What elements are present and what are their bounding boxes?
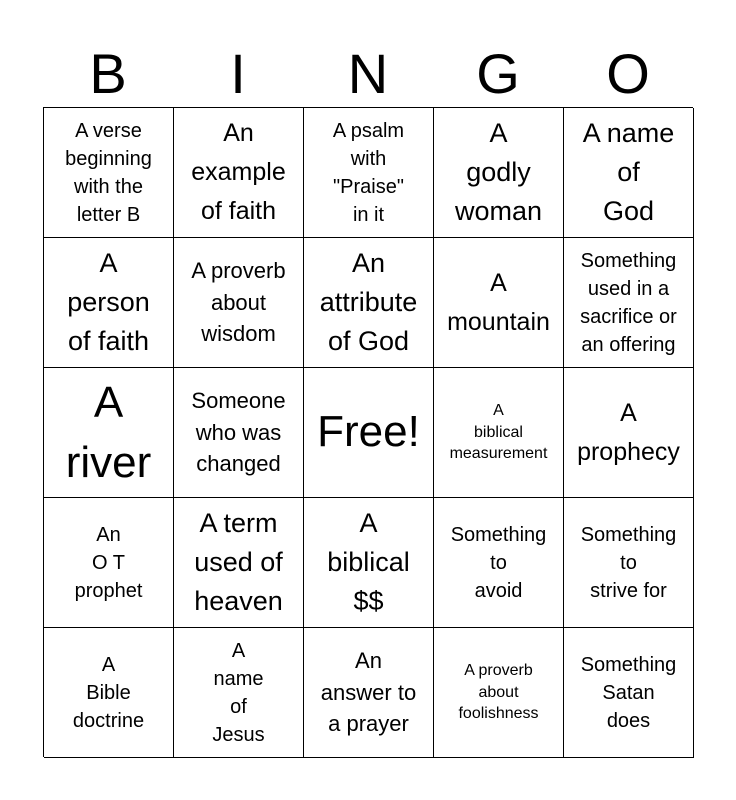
bingo-cell[interactable]: A biblical measurement bbox=[434, 368, 564, 498]
bingo-cell[interactable]: A verse beginning with the letter B bbox=[44, 108, 174, 238]
bingo-header bbox=[43, 40, 693, 108]
bingo-cell[interactable]: Someone who was changed bbox=[174, 368, 304, 498]
bingo-cell[interactable]: A name of Jesus bbox=[174, 628, 304, 758]
bingo-cell[interactable]: A godly woman bbox=[434, 108, 564, 238]
bingo-board bbox=[43, 107, 693, 757]
bingo-cell[interactable]: A mountain bbox=[434, 238, 564, 368]
bingo-cell[interactable]: A river bbox=[44, 368, 174, 498]
bingo-cell[interactable]: An answer to a prayer bbox=[304, 628, 434, 758]
bingo-cell[interactable]: A prophecy bbox=[564, 368, 694, 498]
free-space-cell[interactable]: Free! bbox=[304, 368, 434, 498]
bingo-cell[interactable]: A Bible doctrine bbox=[44, 628, 174, 758]
bingo-cell[interactable]: A proverb about wisdom bbox=[174, 238, 304, 368]
header-letter-n: N bbox=[347, 42, 389, 105]
header-letter-g: G bbox=[476, 42, 520, 105]
bingo-cell[interactable]: An example of faith bbox=[174, 108, 304, 238]
bingo-cell[interactable]: A psalm with "Praise" in it bbox=[304, 108, 434, 238]
bingo-cell[interactable]: A name of God bbox=[564, 108, 694, 238]
bingo-cell[interactable]: Something to avoid bbox=[434, 498, 564, 628]
bingo-cell[interactable]: A biblical $$ bbox=[304, 498, 434, 628]
bingo-cell[interactable]: Something to strive for bbox=[564, 498, 694, 628]
bingo-cell[interactable]: An O T prophet bbox=[44, 498, 174, 628]
bingo-cell[interactable]: A term used of heaven bbox=[174, 498, 304, 628]
header-letter-i: I bbox=[230, 42, 246, 105]
header-letter-b: B bbox=[89, 42, 127, 105]
bingo-cell[interactable]: Something used in a sacrifice or an offering bbox=[564, 238, 694, 368]
header-letter-o: O bbox=[606, 42, 650, 105]
bingo-cell[interactable]: A proverb about foolishness bbox=[434, 628, 564, 758]
bingo-cell[interactable]: Something Satan does bbox=[564, 628, 694, 758]
bingo-cell[interactable]: An attribute of God bbox=[304, 238, 434, 368]
bingo-cell[interactable]: A person of faith bbox=[44, 238, 174, 368]
